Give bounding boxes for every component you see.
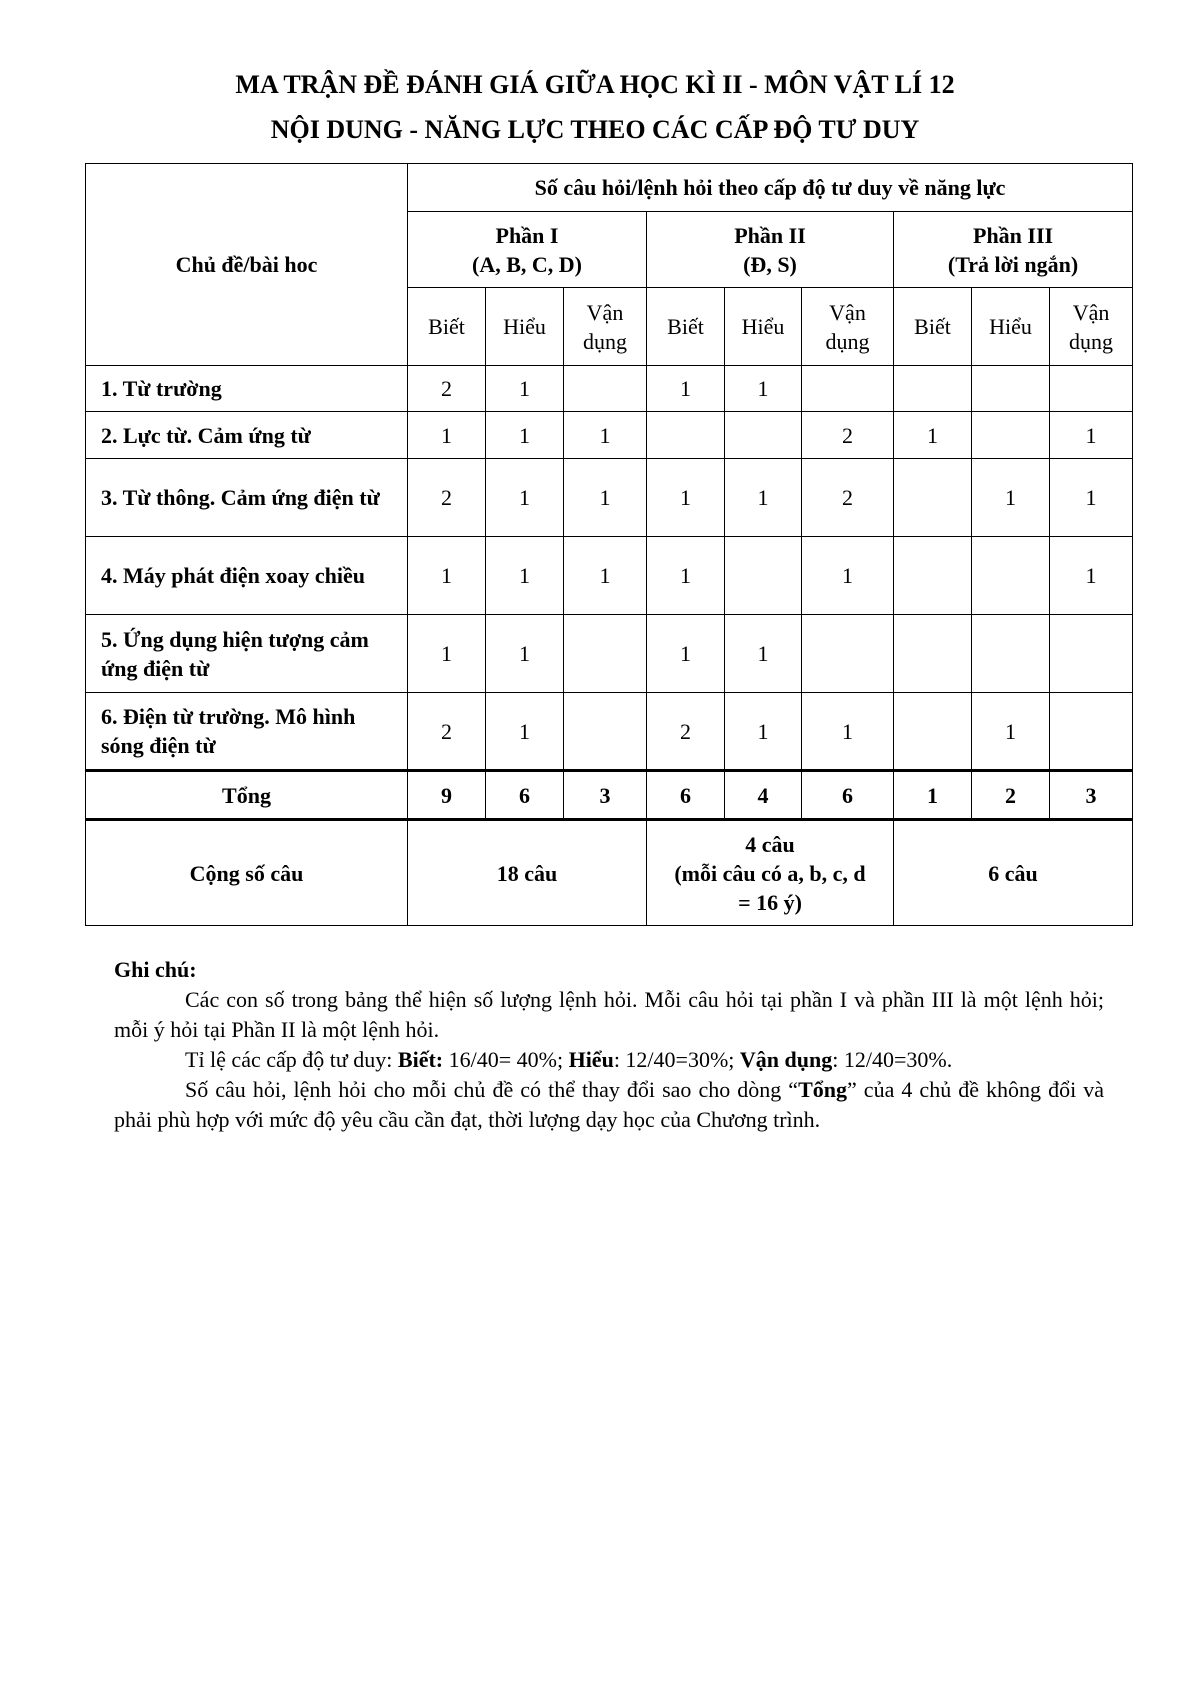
sum-part-3: 6 câu	[894, 820, 1133, 926]
part-header	[894, 212, 1133, 288]
count-cell: 1	[564, 537, 647, 615]
note-paragraph: Các con số trong bảng thể hiện số lượng lệnh hỏi. Mỗi câu hỏi tại phần I và phần III là một lệnh hỏi; mỗi ý hỏi tại Phần II là một lệnh hỏi.	[114, 987, 1104, 1042]
count-cell: 1	[486, 366, 564, 412]
group-header: Số câu hỏi/lệnh hỏi theo cấp độ tư duy về năng lực	[408, 164, 1133, 212]
assessment-matrix-table	[85, 163, 1133, 926]
count-cell: 1	[725, 615, 802, 693]
count-cell	[894, 693, 972, 771]
level-header: Vận dụng	[1050, 288, 1133, 366]
sum-part-2: 4 câu (mỗi câu có a, b, c, d = 16 ý)	[647, 820, 894, 926]
ratio-hieu-label: Hiểu	[568, 1047, 614, 1072]
count-cell	[564, 615, 647, 693]
count-cell: 1	[486, 459, 564, 537]
part-sub: (Đ, S)	[743, 251, 797, 277]
ratio-vd-value: : 12/40=30%.	[832, 1047, 953, 1072]
part-name: Phần I	[495, 222, 559, 248]
ratio-hieu-value: : 12/40=30%;	[613, 1047, 740, 1072]
total-cell: 4	[725, 771, 802, 820]
topic-cell: 3. Từ thông. Cảm ứng điện từ	[86, 459, 408, 537]
part-header	[647, 212, 894, 288]
count-cell	[647, 412, 725, 459]
count-cell: 1	[725, 693, 802, 771]
count-cell	[972, 412, 1050, 459]
total-cell: 3	[564, 771, 647, 820]
count-cell	[1050, 366, 1133, 412]
count-cell	[894, 615, 972, 693]
count-cell: 2	[802, 412, 894, 459]
part-name: Phần III	[973, 222, 1054, 248]
part-sub: (Trả lời ngắn)	[947, 251, 1079, 277]
level-header: Hiểu	[972, 288, 1050, 366]
count-cell	[972, 537, 1050, 615]
count-cell: 1	[725, 366, 802, 412]
count-cell: 2	[408, 693, 486, 771]
table-row	[86, 366, 1133, 412]
page-title: MA TRẬN ĐỀ ĐÁNH GIÁ GIỮA HỌC KÌ II - MÔN VẬT LÍ 12	[235, 70, 955, 99]
count-cell: 1	[486, 693, 564, 771]
count-cell: 2	[408, 366, 486, 412]
level-header: Biết	[647, 288, 725, 366]
count-cell	[564, 693, 647, 771]
count-cell: 1	[972, 693, 1050, 771]
count-cell	[972, 366, 1050, 412]
count-cell	[802, 366, 894, 412]
count-cell: 1	[1050, 412, 1133, 459]
count-cell: 2	[647, 693, 725, 771]
count-cell: 1	[564, 459, 647, 537]
count-cell: 1	[486, 537, 564, 615]
total-cell: 1	[894, 771, 972, 820]
topic-cell: 5. Ứng dụng hiện tượng cảm ứng điện từ	[86, 615, 408, 693]
count-cell: 1	[1050, 537, 1133, 615]
part-sub: (A, B, C, D)	[472, 251, 582, 277]
note-bold: Tổng	[798, 1077, 847, 1102]
note-paragraph	[114, 1075, 1104, 1135]
count-cell: 1	[564, 412, 647, 459]
count-cell: 1	[408, 615, 486, 693]
topic-cell: 2. Lực từ. Cảm ứng từ	[86, 412, 408, 459]
level-header: Biết	[894, 288, 972, 366]
count-cell: 1	[408, 412, 486, 459]
count-cell: 1	[802, 693, 894, 771]
sum-row	[86, 820, 1133, 926]
ratio-vd-label: Vận dụng	[739, 1047, 833, 1072]
part-name: Phần II	[734, 222, 806, 248]
table-row	[86, 615, 1133, 693]
level-header: Hiểu	[725, 288, 802, 366]
count-cell: 2	[802, 459, 894, 537]
count-cell	[1050, 615, 1133, 693]
total-label: Tổng	[86, 771, 408, 820]
note-prefix: Số câu hỏi, lệnh hỏi cho mỗi chủ đề có thể thay đổi sao cho dòng “	[185, 1077, 799, 1102]
ratio-biet-value: 16/40= 40%;	[443, 1047, 569, 1072]
table-row	[86, 459, 1133, 537]
ratio-prefix: Tỉ lệ các cấp độ tư duy:	[185, 1047, 398, 1072]
topic-header: Chủ đề/bài hoc	[86, 164, 408, 366]
total-cell: 6	[802, 771, 894, 820]
table-row	[86, 537, 1133, 615]
count-cell	[564, 366, 647, 412]
topic-cell: 6. Điện từ trường. Mô hình sóng điện từ	[86, 693, 408, 771]
level-header: Biết	[408, 288, 486, 366]
notes-title: Ghi chú:	[114, 957, 197, 982]
count-cell: 1	[408, 537, 486, 615]
count-cell: 1	[894, 412, 972, 459]
level-header: Vận dụng	[802, 288, 894, 366]
table-row	[86, 693, 1133, 771]
notes-section	[114, 955, 1104, 1135]
count-cell: 1	[972, 459, 1050, 537]
note-paragraph	[114, 1045, 1104, 1075]
count-cell	[725, 537, 802, 615]
total-cell: 6	[647, 771, 725, 820]
count-cell	[725, 412, 802, 459]
count-cell: 1	[1050, 459, 1133, 537]
topic-cell: 4. Máy phát điện xoay chiều	[86, 537, 408, 615]
level-header: Hiểu	[486, 288, 564, 366]
count-cell	[802, 615, 894, 693]
count-cell: 1	[647, 615, 725, 693]
count-cell	[894, 537, 972, 615]
count-cell: 1	[486, 615, 564, 693]
count-cell: 1	[647, 459, 725, 537]
total-row	[86, 771, 1133, 820]
part-header	[408, 212, 647, 288]
table-row	[86, 412, 1133, 459]
sum-part-1: 18 câu	[408, 820, 647, 926]
count-cell	[1050, 693, 1133, 771]
count-cell	[894, 459, 972, 537]
total-cell: 2	[972, 771, 1050, 820]
ratio-biet-label: Biết:	[397, 1047, 444, 1072]
count-cell: 1	[486, 412, 564, 459]
count-cell: 1	[647, 537, 725, 615]
page-subtitle: NỘI DUNG - NĂNG LỰC THEO CÁC CẤP ĐỘ TƯ DUY	[270, 115, 920, 144]
topic-cell: 1. Từ trường	[86, 366, 408, 412]
count-cell: 2	[408, 459, 486, 537]
level-header: Vận dụng	[564, 288, 647, 366]
total-cell: 3	[1050, 771, 1133, 820]
total-cell: 6	[486, 771, 564, 820]
sum-label: Cộng số câu	[86, 820, 408, 926]
count-cell	[972, 615, 1050, 693]
count-cell: 1	[802, 537, 894, 615]
note-suffix: ” của 4 chủ đề không đổi và phải phù hợp với mức độ yêu cầu cần đạt, thời lượng dạy học của Chương trình.	[114, 1077, 1105, 1132]
total-cell: 9	[408, 771, 486, 820]
count-cell	[894, 366, 972, 412]
count-cell: 1	[647, 366, 725, 412]
count-cell: 1	[725, 459, 802, 537]
